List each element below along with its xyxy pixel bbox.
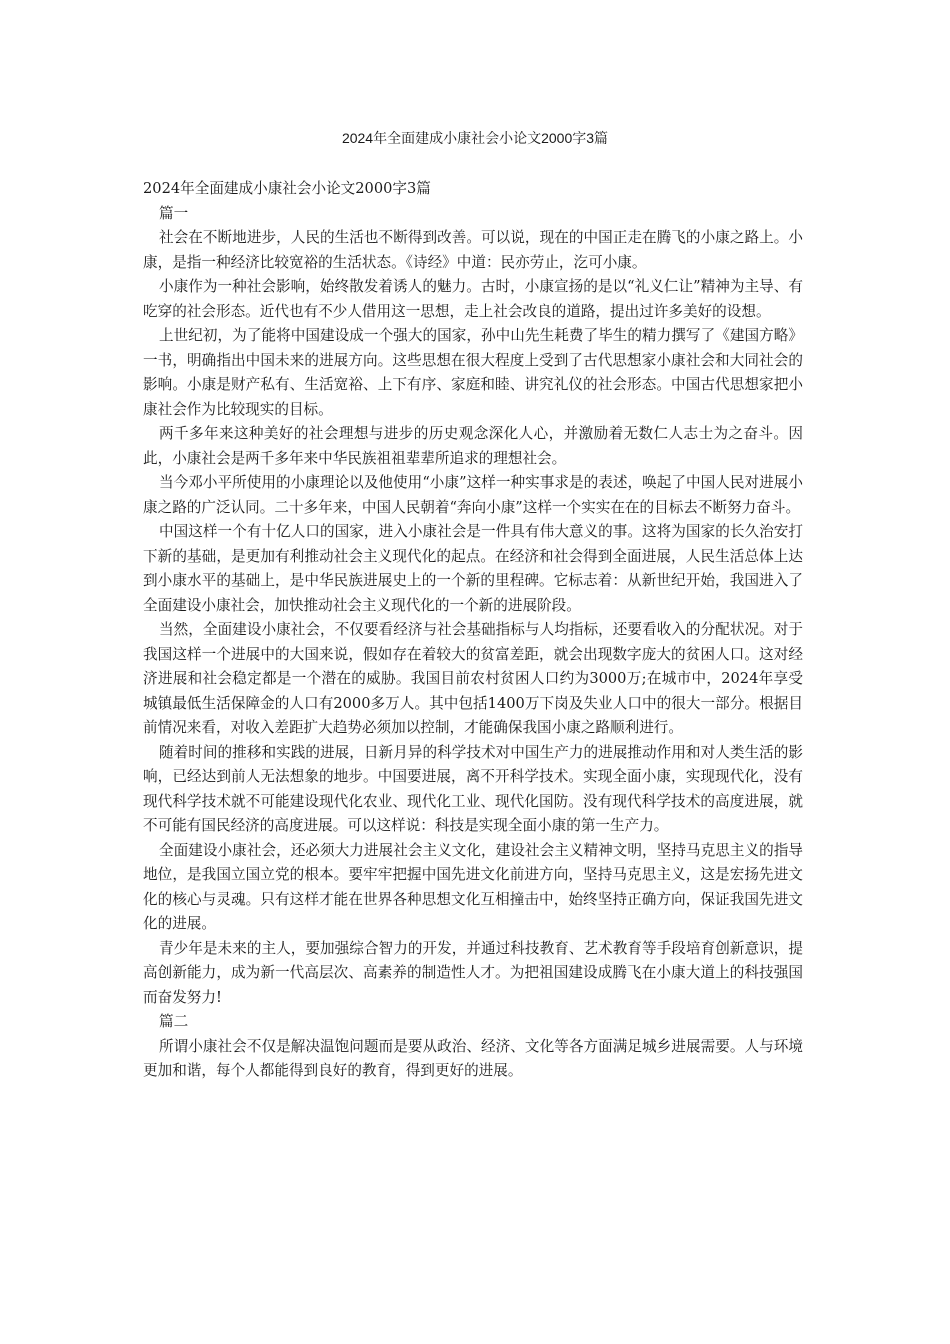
- section-label-2: 篇二: [159, 1013, 189, 1030]
- paragraph: 社会在不断地进步，人民的生活也不断得到改善。可以说，现在的中国正走在腾飞的小康之路上。小康，是指一种经济比较宽裕的生活状态。《诗经》中道：民亦劳止，汔可小康。: [143, 229, 803, 271]
- paragraph: 上世纪初，为了能将中国建设成一个强大的国家，孙中山先生耗费了毕生的精力撰写了《建国方略》一书，明确指出中国未来的进展方向。这些思想在很大程度上受到了古代思想家小康社会和大同社会的影响。小康是财产私有、生活宽裕、上下有序、家庭和睦、讲究礼仪的社会形态。中国古代思想家把小康社会作为比较现实的目标。: [143, 327, 803, 418]
- paragraph: 当然，全面建设小康社会，不仅要看经济与社会基础指标与人均指标，还要看收入的分配状况。对于我国这样一个进展中的大国来说，假如存在着较大的贫富差距，就会出现数字庞大的贫困人口。这对经济进展和社会稳定都是一个潜在的威胁。我国目前农村贫困人口约为3000万;在城市中，2024年享受城镇最低生活保障金的人口有2000多万人。其中包括1400万下岗及失业人口中的很大一部分。根据目前情况来看，对收入差距扩大趋势必须加以控制，才能确保我国小康之路顺利进行。: [143, 621, 803, 736]
- paragraph: 全面建设小康社会，还必须大力进展社会主义文化，建设社会主义精神文明，坚持马克思主义的指导地位，是我国立国立党的根本。要牢牢把握中国先进文化前进方向，坚持马克思主义，这是宏扬先进文化的核心与灵魂。只有这样才能在世界各种思想文化互相撞击中，始终坚持正确方向，保证我国先进文化的进展。: [143, 841, 803, 932]
- section-label-1: 篇一: [159, 204, 189, 222]
- paragraph: 当今邓小平所使用的小康理论以及他使用“小康”这样一种实事求是的表述，唤起了中国人民对进展小康之路的广泛认同。二十多年来，中国人民朝着“奔向小康”这样一个实实在在的目标去不断努力奋斗。: [143, 474, 803, 516]
- paragraph: 两千多年来这种美好的社会理想与进步的历史观念深化人心，并激励着无数仁人志士为之奋斗。因此，小康社会是两千多年来中华民族祖祖辈辈所追求的理想社会。: [143, 425, 803, 467]
- paragraph: 青少年是未来的主人，要加强综合智力的开发，并通过科技教育、艺术教育等手段培育创新意识，提高创新能力，成为新一代高层次、高素养的制造性人才。为把祖国建设成腾飞在小康大道上的科技强国而奋发努力!: [143, 939, 803, 1006]
- paragraph: 中国这样一个有十亿人口的国家，进入小康社会是一件具有伟大意义的事。这将为国家的长久治安打下新的基础，是更加有利推动社会主义现代化的起点。在经济和社会得到全面进展，人民生活总体上达到小康水平的基础上，是中华民族进展史上的一个新的里程碑。它标志着：从新世纪开始，我国进入了全面建设小康社会，加快推动社会主义现代化的一个新的进展阶段。: [143, 523, 803, 614]
- document-title: 2024年全面建成小康社会小论文2000字3篇: [143, 180, 431, 197]
- page-header-title: 2024年全面建成小康社会小论文2000字3篇: [341, 130, 609, 146]
- paragraph: 随着时间的推移和实践的进展，日新月异的科学技术对中国生产力的进展推动作用和对人类生活的影响，已经达到前人无法想象的地步。中国要进展，离不开科学技术。实现全面小康，实现现代化，没有现代科学技术就不可能建设现代化农业、现代化工业、现代化国防。没有现代科学技术的高度进展，就不可能有国民经济的高度进展。可以这样说：科技是实现全面小康的第一生产力。: [143, 743, 803, 834]
- document-body: [143, 177, 803, 1084]
- paragraph: 所谓小康社会不仅是解决温饱问题而是要从政治、经济、文化等各方面满足城乡进展需要。人与环境更加和谐，每个人都能得到良好的教育，得到更好的进展。: [143, 1037, 803, 1079]
- paragraph: 小康作为一种社会影响，始终散发着诱人的魅力。古时，小康宣扬的是以“礼义仁让”精神为主导、有吃穿的社会形态。近代也有不少人借用这一思想，走上社会改良的道路，提出过许多美好的设想。: [143, 278, 803, 320]
